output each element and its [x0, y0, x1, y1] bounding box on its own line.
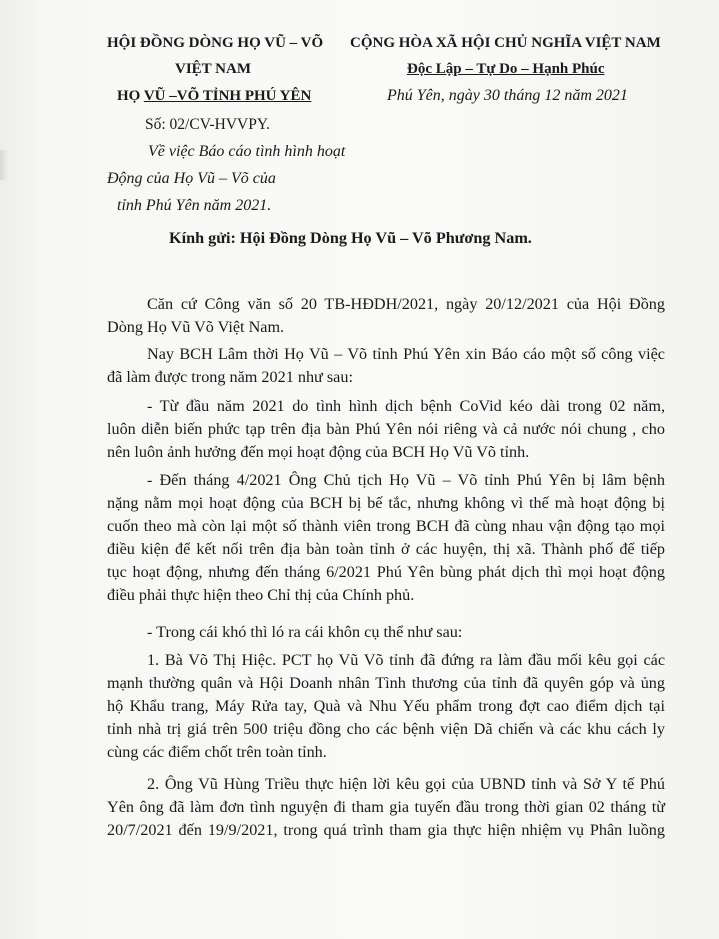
paragraph-line: cuốn theo mà còn lại một số thành viên trong BCH đã cùng nhau vận động tạo mọi	[107, 517, 665, 535]
paragraph-line: - Từ đầu năm 2021 do tình hình dịch bệnh CoVid kéo dài trong 02 năm,	[147, 397, 665, 415]
paragraph-line: 20/7/2021 đến 19/9/2021, trong quá trình tham gia thực hiện nhiệm vụ Phân luồng	[107, 821, 665, 839]
recipient-line: Kính gửi: Hội Đồng Dòng Họ Vũ – Võ Phương Nam.	[169, 229, 532, 247]
paragraph-line: điều phải thực hiện theo Chỉ thị của Chính phủ.	[107, 586, 415, 604]
paragraph-line: cùng các điểm chốt trên toàn tỉnh.	[107, 743, 327, 761]
paragraph-line: 2. Ông Vũ Hùng Triều thực hiện lời kêu gọi của UBND tỉnh và Sở Y tế Phú	[147, 775, 665, 793]
paragraph-line: nên luôn ảnh hưởng đến mọi hoạt động của BCH Họ Vũ Võ tỉnh.	[107, 443, 530, 461]
subject-line-1: Về việc Báo cáo tình hình hoạt	[148, 143, 346, 160]
org-name-line3	[117, 88, 311, 105]
nation-motto: Độc Lập – Tự Do – Hạnh Phúc	[407, 61, 605, 77]
paragraph-line: Yên ông đã làm đơn tình nguyện đi tham gia tuyến đầu trong thời gian 02 tháng từ	[107, 798, 665, 816]
paragraph-line: hộ Khẩu trang, Máy Rửa tay, Quà và Nhu Yếu phẩm trong đợt cao điểm dịch tại	[107, 697, 665, 715]
paragraph-line: Dòng Họ Vũ Võ Việt Nam.	[107, 318, 285, 336]
paragraph-line: tục hoạt động, nhưng đến tháng 6/2021 Phú Yên bùng phát dịch thì mọi hoạt động	[107, 563, 665, 581]
nation-name: CỘNG HÒA XÃ HỘI CHỦ NGHĨA VIỆT NAM	[350, 35, 661, 51]
subject-line-3: tỉnh Phú Yên năm 2021.	[117, 197, 272, 214]
paragraph-line: đã làm được trong năm 2021 như sau:	[107, 368, 353, 386]
paragraph-5	[107, 621, 665, 644]
paragraph-line: luôn diễn biến phức tạp trên địa bàn Phú Yên nói riêng và cả nước nói chung , cho	[107, 420, 665, 438]
paragraph-line: 1. Bà Võ Thị Hiệc. PCT họ Vũ Võ tỉnh đã đứng ra làm đầu mối kêu gọi các	[147, 651, 665, 669]
paragraph-6	[107, 649, 665, 764]
page-fold-shadow	[0, 150, 8, 180]
paragraph-line: tỉnh nhà trị giá trên 500 triệu đồng cho các bệnh viện Dã chiến và các khu cách ly	[107, 720, 665, 738]
paragraph-line: Nay BCH Lâm thời Họ Vũ – Võ tỉnh Phú Yên xin Báo cáo một số công việc	[147, 345, 665, 363]
paragraph-line: điều kiện để kết nối trên địa bàn toàn tỉnh ở các huyện, thị xã. Thành phố để tiếp	[107, 540, 665, 558]
paragraph-1	[107, 293, 665, 339]
org-name-line2: VIỆT NAM	[175, 61, 251, 77]
paragraph-4	[107, 469, 665, 607]
paragraph-7	[107, 773, 665, 842]
document-number: Số: 02/CV-HVVPY.	[145, 116, 270, 133]
paragraph-line: nặng nằm mọi hoạt động của BCH bị bế tắc, nhưng không vì thế mà hoạt động bị	[107, 494, 665, 512]
org-line3-prefix: HỌ	[117, 88, 144, 104]
paragraph-line: - Đến tháng 4/2021 Ông Chủ tịch Họ Vũ – Võ tỉnh Phú Yên bị lâm bệnh	[147, 471, 665, 489]
place-date: Phú Yên, ngày 30 tháng 12 năm 2021	[387, 87, 628, 104]
org-name-line1: HỘI ĐỒNG DÒNG HỌ VŨ – VÕ	[107, 35, 324, 51]
org-line3-underlined: VŨ –VÕ TỈNH PHÚ YÊN	[143, 88, 312, 104]
subject-line-2: Động của Họ Vũ – Võ của	[107, 170, 276, 187]
paragraph-line: Căn cứ Công văn số 20 TB-HĐDH/2021, ngày 20/12/2021 của Hội Đồng	[147, 295, 665, 313]
paragraph-line: mạnh thường quân và Hội Doanh nhân Tình thương của tỉnh đã quyên góp và ủng	[107, 674, 665, 692]
paragraph-2	[107, 343, 665, 389]
paragraph-line: - Trong cái khó thì ló ra cái khôn cụ thể như sau:	[147, 623, 463, 641]
paragraph-3	[107, 395, 665, 464]
